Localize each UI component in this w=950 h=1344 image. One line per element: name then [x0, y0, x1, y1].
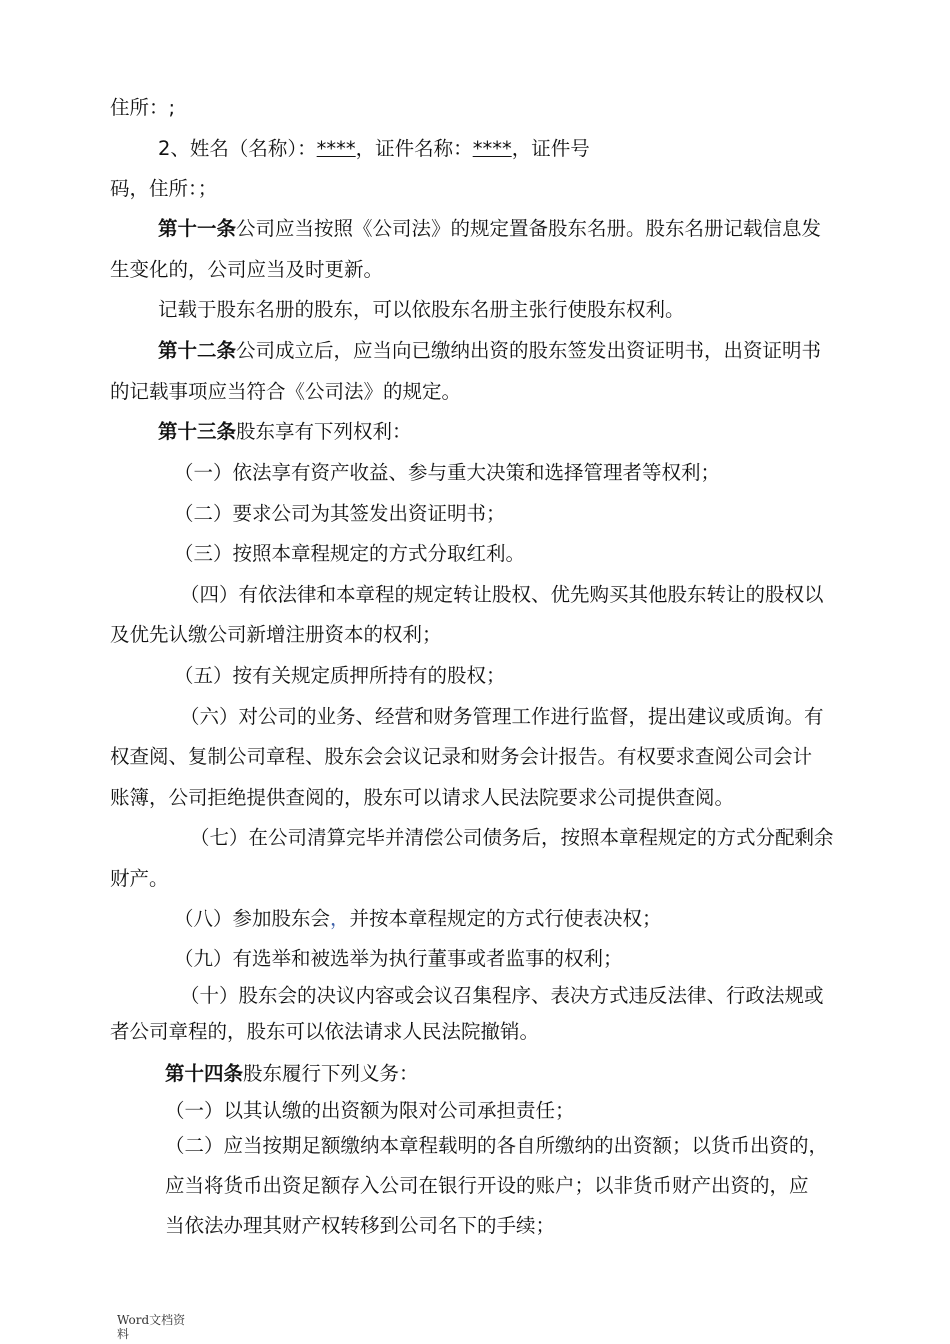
list-item-part: 并按本章程规定的方式行使表决权；: [349, 907, 662, 930]
id-name-placeholder: ****: [472, 137, 512, 160]
footer-watermark: Word文档资料: [117, 1313, 186, 1341]
list-item: （一）以其认缴的出资额为限对公司承担责任；: [165, 1099, 575, 1122]
article-title: 第十一条: [158, 217, 237, 240]
list-item: （五）按有关规定质押所持有的股权；: [174, 664, 506, 687]
id-name-label: ，证件名称：: [355, 137, 473, 160]
article-text: 公司应当按照《公司法》的规定置备股东名册。股东名册记载信息发: [236, 217, 822, 240]
list-item: （七）在公司清算完毕并清偿公司债务后，按照本章程规定的方式分配剩余: [190, 826, 834, 849]
article-title: 第十二条: [158, 339, 237, 362]
text-line: 住所：;: [110, 96, 176, 119]
text-line: 的记载事项应当符合《公司法》的规定。: [110, 380, 462, 403]
article-text: 股东履行下列义务：: [243, 1062, 419, 1085]
list-item-part: （八）参加股东会: [174, 907, 331, 930]
list-item: （三）按照本章程规定的方式分取红利。: [174, 542, 526, 565]
text-line: 生变化的，公司应当及时更新。: [110, 258, 384, 281]
text-line: 账簿，公司拒绝提供查阅的，股东可以请求人民法院要求公司提供查阅。: [110, 786, 735, 809]
article-12: [158, 339, 821, 363]
text-line: 当依法办理其财产权转移到公司名下的手续；: [165, 1214, 556, 1237]
list-item: （二）应当按期足额缴纳本章程载明的各自所缴纳的出资额；以货币出资的，: [165, 1134, 829, 1157]
list-item: （六）对公司的业务、经营和财务管理工作进行监督，提出建议或质询。有: [180, 705, 824, 728]
id-number-label: ，证件号: [511, 137, 590, 160]
list-item: （十）股东会的决议内容或会议召集程序、表决方式违反法律、行政法规或: [180, 984, 824, 1007]
name-placeholder: ****: [316, 137, 356, 160]
text-line: 及优先认缴公司新增注册资本的权利；: [110, 623, 442, 646]
shareholder-2-label: 2、姓名（名称）：: [158, 137, 317, 160]
text-line: 应当将货币出资足额存入公司在银行开设的账户；以非货币财产出资的，应: [165, 1174, 809, 1197]
text-line: [158, 137, 590, 161]
list-item: （九）有选举和被选举为执行董事或者监事的权利；: [174, 947, 623, 970]
text-line: 权查阅、复制公司章程、股东会会议记录和财务会计报告。有权要求查阅公司会计: [110, 745, 813, 768]
article-13: [158, 420, 412, 444]
article-title: 第十四条: [165, 1062, 244, 1085]
article-text: 股东享有下列权利：: [236, 420, 412, 443]
list-item: （一）依法享有资产收益、参与重大决策和选择管理者等权利；: [174, 461, 721, 484]
text-line: 者公司章程的，股东可以依法请求人民法院撤销。: [110, 1020, 540, 1043]
article-11: [158, 217, 821, 241]
article-text: 公司成立后，应当向已缴纳出资的股东签发出资证明书，出资证明书: [236, 339, 822, 362]
list-item: （二）要求公司为其签发出资证明书；: [174, 502, 506, 525]
text-line: 记载于股东名册的股东，可以依股东名册主张行使股东权利。: [158, 298, 685, 321]
list-item: [174, 907, 662, 931]
article-title: 第十三条: [158, 420, 237, 443]
text-line: 财产。: [110, 867, 169, 890]
list-item: （四）有依法律和本章程的规定转让股权、优先购买其他股东转让的股权以: [180, 583, 824, 606]
article-14: [165, 1062, 419, 1086]
text-line: 码，住所：；: [110, 177, 218, 200]
list-item-comma: ，: [330, 907, 350, 930]
